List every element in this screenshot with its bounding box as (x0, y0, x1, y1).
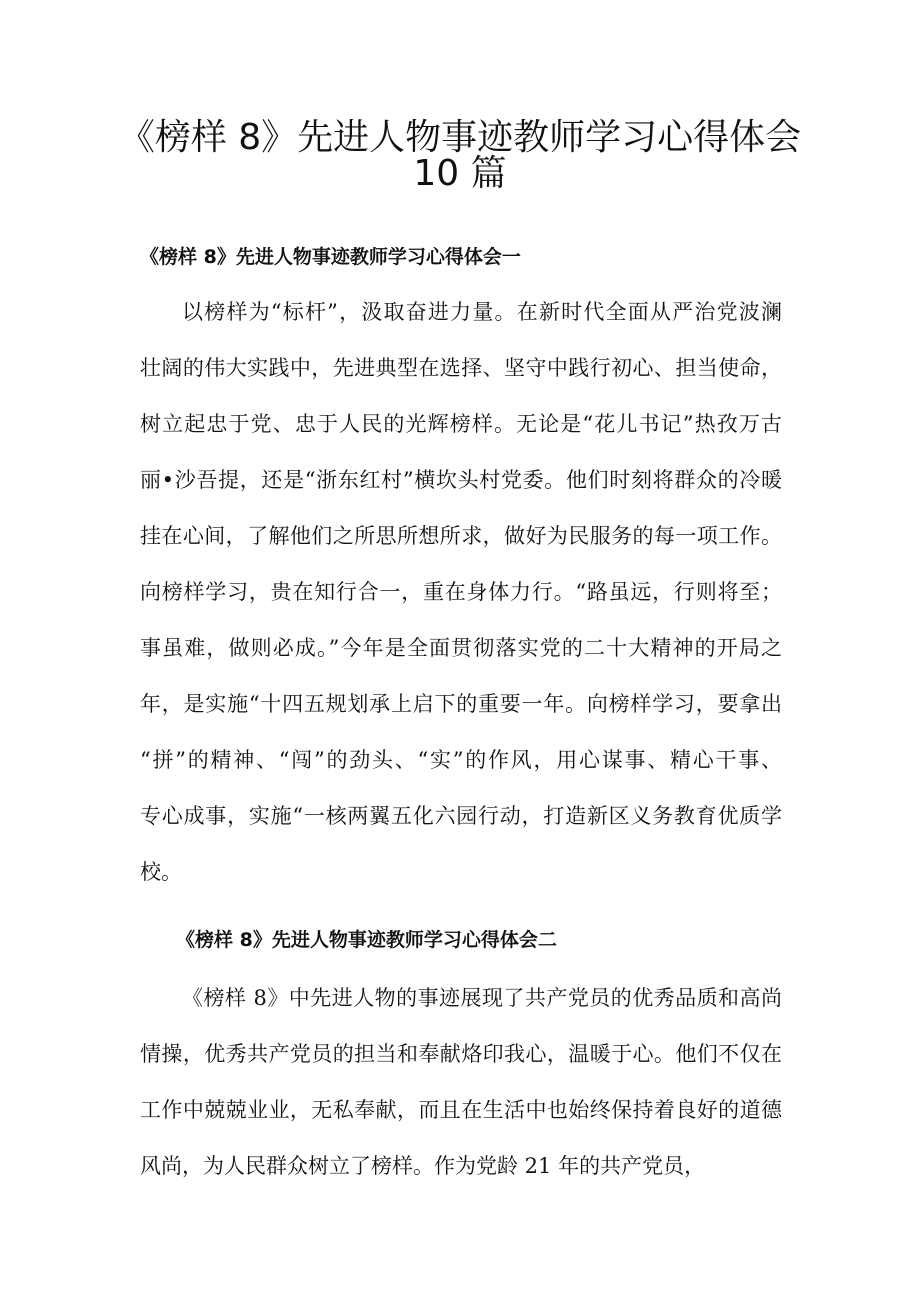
section-1-line: 事虽难，做则必成。”今年是全面贯彻落实党的二十大精神的开局之 (140, 636, 782, 660)
section-1-line: 树立起忠于党、忠于人民的光辉榜样。无论是“花儿书记”热孜万古 (140, 412, 782, 436)
section-1-line: 年，是实施“十四五规划承上启下的重要一年。向榜样学习，要拿出 (140, 692, 782, 716)
section-2-line: 工作中兢兢业业，无私奉献，而且在生活中也始终保持着良好的道德 (140, 1098, 782, 1122)
section-1-line: 校。 (140, 860, 182, 884)
section-1-heading: 《榜样 8》先进人物事迹教师学习心得体会一 (140, 246, 521, 268)
section-1-line: 壮阔的伟大实践中，先进典型在选择、坚守中践行初心、担当使命， (140, 356, 782, 380)
section-1-line: 专心成事，实施“一核两翼五化六园行动，打造新区义务教育优质学 (140, 804, 782, 828)
section-2-line: 情操，优秀共产党员的担当和奉献烙印我心，温暖于心。他们不仅在 (140, 1042, 782, 1066)
section-2-heading: 《榜样 8》先进人物事迹教师学习心得体会二 (176, 929, 557, 951)
section-1-line: 以榜样为“标杆”，汲取奋进力量。在新时代全面从严治党波澜 (182, 300, 782, 324)
section-1-line: 丽•沙吾提，还是“浙东红村”横坎头村党委。他们时刻将群众的冷暖 (140, 468, 782, 492)
section-2-line: 《榜样 8》中先进人物的事迹展现了共产党员的优秀品质和高尚 (182, 986, 782, 1010)
section-1-line: 挂在心间，了解他们之所思所想所求，做好为民服务的每一项工作。 (140, 524, 782, 548)
document-title-line-2: 10 篇 (413, 153, 507, 194)
document-title-line-1: 《榜样 8》先进人物事迹教师学习心得体会 (118, 117, 802, 158)
section-1-line: 向榜样学习，贵在知行合一，重在身体力行。“路虽远，行则将至； (140, 580, 782, 604)
section-2-line: 风尚，为人民群众树立了榜样。作为党龄 21 年的共产党员， (140, 1154, 706, 1178)
section-1-line: “拼”的精神、“闯”的劲头、“实”的作风，用心谋事、精心干事、 (140, 748, 782, 772)
